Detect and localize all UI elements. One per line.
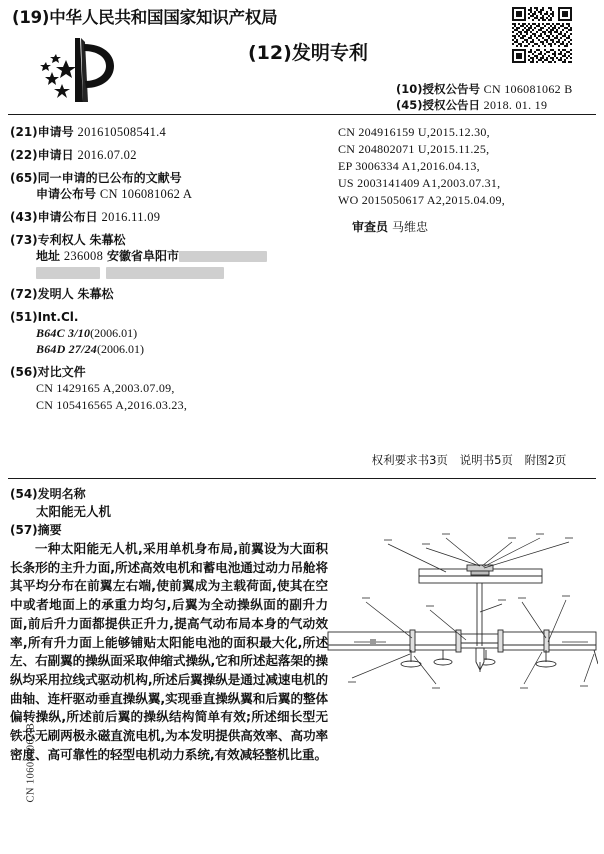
abstract-section-divider [8, 478, 596, 479]
field-application-date [10, 147, 330, 163]
examiner-label: 审查员 [352, 220, 389, 234]
patentee-value: 朱幕松 [89, 233, 126, 247]
field-prior-publication [10, 170, 330, 202]
abstract-header [10, 521, 332, 539]
patentee-label: 专利权人 [37, 233, 86, 247]
reference-item: WO 2015050617 A2,2015.04.09, [338, 193, 505, 207]
document-kind-label: 发明专利 [291, 42, 368, 64]
grant-date-label: 授权公告日 [422, 98, 481, 112]
reference-item: US 2003141409 A1,2003.07.31, [338, 176, 501, 190]
grant-date-inid: (45) [396, 98, 423, 112]
reference-item: CN 1429165 A,2003.07.09, [36, 381, 175, 395]
ipc-code-row [10, 325, 330, 341]
field-application-number [10, 124, 330, 140]
side-publication-code: CN 106081062 B [25, 722, 37, 803]
application-number-value: 201610508541.4 [77, 125, 167, 139]
page-count-description: 说明书5页 [459, 453, 513, 467]
field-patentee [10, 232, 330, 279]
reference-item: CN 204802071 U,2015.11.25, [338, 142, 490, 156]
grant-number-inid: (10) [396, 82, 423, 96]
issuing-office-name: 中华人民共和国国家知识产权局 [49, 8, 278, 27]
application-number-inid: (21) [10, 125, 38, 139]
page-count-drawings: 附图2页 [524, 453, 567, 467]
title-label: 发明名称 [37, 487, 86, 501]
patentee-inid: (73) [10, 233, 38, 247]
patentee-address-line-2 [10, 264, 330, 279]
references-label: 对比文件 [37, 365, 86, 379]
grant-info-block [396, 81, 573, 113]
grant-number-label: 授权公告号 [422, 82, 481, 96]
inventor-label: 发明人 [37, 287, 74, 301]
address-redaction-block-1 [179, 251, 267, 262]
prior-publication-inid: (65) [10, 171, 38, 185]
inid-12: (12) [248, 42, 292, 64]
application-number-label: 申请号 [37, 125, 74, 139]
address-redaction-block-2 [36, 267, 100, 279]
ipc-label: Int.Cl. [37, 310, 79, 324]
page-header [0, 0, 604, 112]
abstract-text: 一种太阳能无人机,采用单机身布局,前翼设为大面积长条形的主升力面,所述高效电机和蓄电池通过动力吊舱将其平均分布在前翼左右端,使前翼成为主载荷面,使其在空中或者地面上的承重力均匀,后翼为全动操纵面的副升力面,前后升力面都提供正升力,提高气动布局本身的气动效率,所有升力面上能够铺贴太阳能电池的面积最大化,所述左、右副翼的操纵面采取伸缩式操纵,它和所述起落架的操纵均采用拉线式驱动机构,所述后翼操纵是通过减速电机的曲轴、连杆驱动垂直操纵翼,实现垂直操纵翼和后翼的整体偏转操纵,所述前后翼的操纵结构简单有效;所述细长型无铁芯无刷两极永磁直流电机,为本发明提供高效率、高功率密度、高可靠性的轻型电机动力系统,有效减轻整机比重。 [10, 541, 328, 762]
ipc-version-0: (2006.01) [90, 326, 138, 340]
address-label: 地址 [36, 249, 61, 263]
document-kind-line [248, 38, 368, 65]
title-and-abstract-section [10, 486, 332, 764]
reference-item: CN 105416565 A,2016.03.23, [36, 398, 188, 412]
field-ipc [10, 309, 330, 357]
prior-publication-value: CN 106081062 A [99, 187, 193, 201]
application-date-value: 2016.07.02 [77, 148, 137, 162]
grant-date-value: 2018. 01. 19 [483, 98, 548, 112]
title-inid: (54) [10, 487, 38, 501]
page-counts-row [338, 452, 600, 468]
publication-date-label: 申请公布日 [37, 210, 98, 224]
solar-uav-plan-view-drawing [326, 512, 598, 722]
bibliographic-right-column [338, 124, 598, 235]
abstract-label: 摘要 [37, 523, 62, 537]
cnipa-emblem-icon [28, 32, 132, 108]
reference-item: CN 204916159 U,2015.12.30, [338, 125, 490, 139]
header-divider [8, 114, 596, 115]
inventor-inid: (72) [10, 287, 38, 301]
invention-title-header [10, 486, 332, 503]
application-date-inid: (22) [10, 148, 38, 162]
invention-title-value: 太阳能无人机 [36, 504, 112, 519]
publication-date-inid: (43) [10, 210, 38, 224]
ipc-version-1: (2006.01) [97, 342, 145, 356]
ipc-inid: (51) [10, 310, 38, 324]
patentee-address-line [10, 248, 330, 264]
abstract-inid: (57) [10, 523, 38, 537]
grant-number-row [396, 81, 573, 97]
page-count-claims: 权利要求书3页 [371, 453, 448, 467]
references-inid: (56) [10, 365, 38, 379]
qr-code-icon [510, 5, 576, 67]
grant-date-row [396, 97, 573, 113]
examiner-name: 马维忠 [392, 220, 429, 234]
ipc-code-row [10, 341, 330, 357]
field-inventor [10, 286, 330, 302]
examiner-row [338, 218, 598, 235]
ipc-code-1: B64D 27/24 [36, 342, 98, 356]
bibliographic-left-column [10, 124, 330, 421]
publication-date-value: 2016.11.09 [101, 210, 161, 224]
inventor-value: 朱幕松 [77, 287, 114, 301]
address-postcode: 236008 [63, 249, 104, 263]
field-publication-date [10, 209, 330, 225]
inid-19: (19) [12, 8, 50, 27]
issuing-office-line [12, 4, 277, 28]
grant-number-value: CN 106081062 B [483, 82, 573, 96]
prior-publication-label: 同一申请的已公布的文献号 [37, 171, 182, 185]
field-references-cited [10, 364, 330, 414]
application-date-label: 申请日 [37, 148, 74, 162]
address-value: 安徽省阜阳市 [106, 249, 179, 263]
address-redaction-block-3 [106, 267, 224, 279]
prior-publication-sublabel: 申请公布号 [36, 187, 97, 201]
ipc-code-0: B64C 3/10 [36, 326, 91, 340]
reference-item: EP 3006334 A1,2016.04.13, [338, 159, 480, 173]
